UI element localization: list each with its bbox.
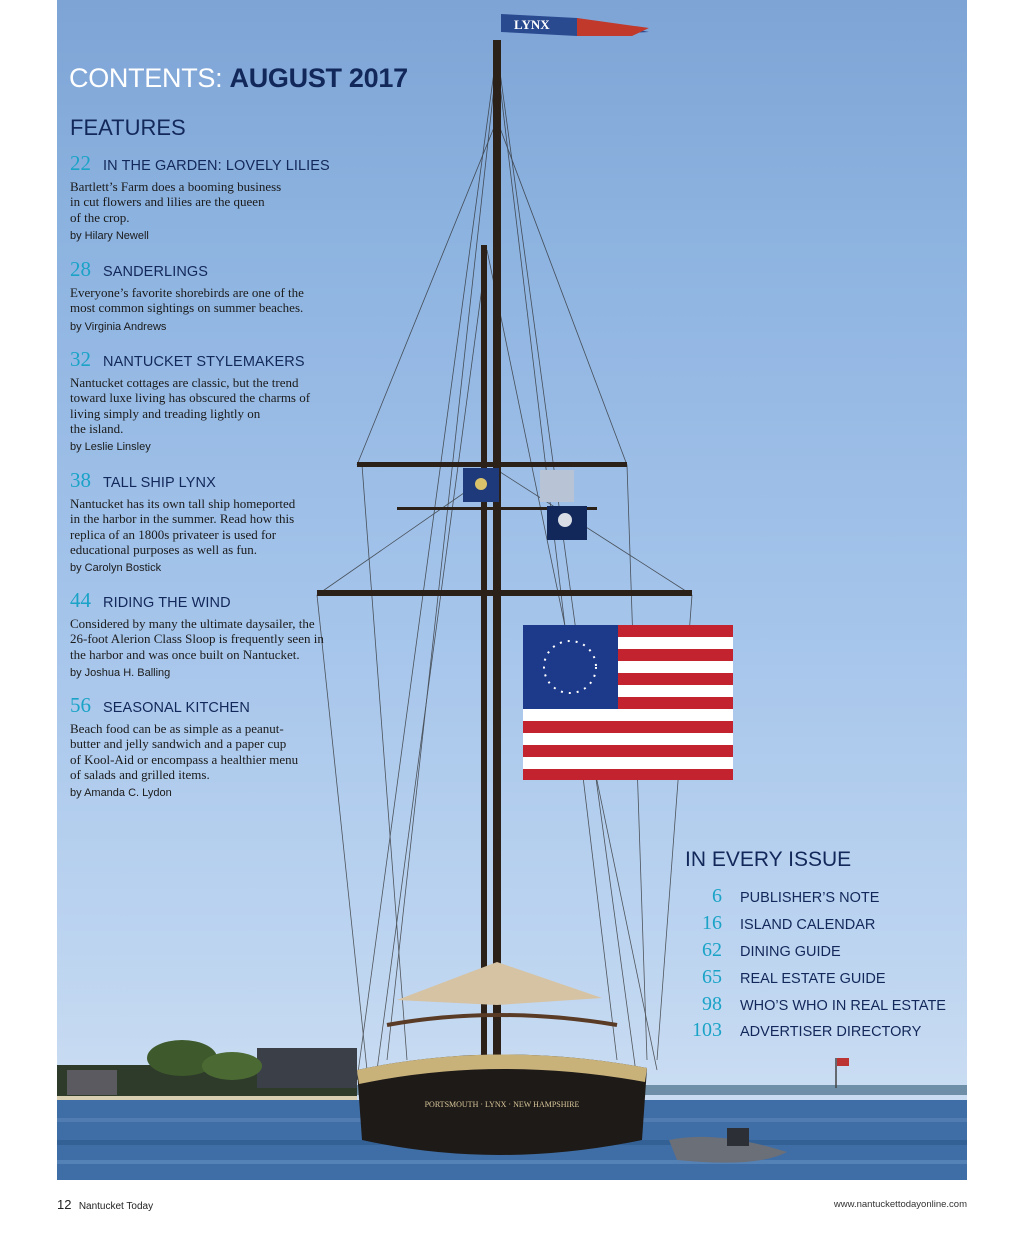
issue-item[interactable] (685, 1019, 965, 1042)
feature-page: 28 (70, 257, 91, 281)
issue-item[interactable] (685, 993, 965, 1016)
contents-title (69, 63, 408, 94)
white-flag (540, 470, 574, 502)
issue-item[interactable] (685, 939, 965, 962)
issue-page: 103 (692, 1019, 722, 1041)
feature-page: 38 (70, 468, 91, 492)
feature-title: SANDERLINGS (103, 264, 209, 280)
feature-item[interactable] (70, 588, 360, 679)
feature-page: 56 (70, 693, 91, 717)
feature-description: Considered by many the ultimate daysailer, the 26-foot Alerion Class Sloop is frequently seen in the harbor and was once built on Nantucket. (70, 616, 324, 662)
deck-rail (387, 1015, 617, 1025)
issue-page: 98 (702, 993, 722, 1015)
feature-description: Beach food can be as simple as a peanut- butter and jelly sandwich and a paper cup of Kool-Aid or encompass a healthier menu of salads and grilled items. (70, 721, 299, 782)
distant-flag (837, 1058, 849, 1066)
issue-month: AUGUST 2017 (229, 63, 408, 93)
feature-title: RIDING THE WIND (103, 595, 231, 611)
issue-item[interactable] (685, 912, 965, 935)
issue-title: ADVERTISER DIRECTORY (740, 1024, 922, 1040)
footer-left (57, 1197, 153, 1212)
main-mast (493, 40, 501, 1070)
features-heading: FEATURES (70, 115, 186, 140)
feature-page: 32 (70, 347, 91, 371)
issue-title: PUBLISHER’S NOTE (740, 890, 880, 906)
issue-page: 16 (702, 912, 722, 934)
feature-title: TALL SHIP LYNX (103, 475, 216, 491)
fore-mast (481, 245, 487, 1065)
feature-byline: by Hilary Newell (70, 229, 149, 242)
feature-item[interactable] (70, 468, 360, 574)
feature-byline: by Joshua H. Balling (70, 666, 171, 679)
footer-page-number: 12 (57, 1197, 72, 1212)
issue-page: 62 (702, 939, 722, 961)
feature-description: Everyone’s favorite shorebirds are one of the most common sightings on summer beaches. (70, 285, 304, 316)
issue-title: DINING GUIDE (740, 944, 841, 960)
feature-description: Bartlett’s Farm does a booming business in cut flowers and lilies are the queen of the crop. (70, 179, 282, 225)
contents-label: CONTENTS: (69, 63, 223, 93)
feature-byline: by Leslie Linsley (70, 441, 151, 454)
issue-item[interactable] (685, 885, 965, 908)
feature-page: 22 (70, 151, 91, 175)
footer-publication: Nantucket Today (78, 1201, 154, 1212)
feature-page: 44 (70, 588, 91, 612)
feature-item[interactable] (70, 257, 360, 333)
issue-page: 6 (712, 885, 722, 907)
every-issue-heading: IN EVERY ISSUE (685, 848, 852, 871)
feature-description: Nantucket has its own tall ship homeported in the harbor in the summer. Read how this replica of an 1800s privateer is used for educational purposes as well as fun. (70, 496, 296, 557)
pennant-text: LYNX (514, 17, 550, 32)
issue-title: REAL ESTATE GUIDE (740, 971, 886, 987)
feature-title: IN THE GARDEN: LOVELY LILIES (103, 158, 330, 174)
issue-page: 65 (702, 966, 722, 988)
feature-item[interactable] (70, 151, 360, 242)
upper-yard (357, 462, 627, 467)
feature-byline: by Amanda C. Lydon (70, 787, 172, 800)
footer-url[interactable]: www.nantuckettodayonline.com (833, 1199, 967, 1210)
feature-item[interactable] (70, 693, 360, 799)
feature-description: Nantucket cottages are classic, but the trend toward luxe living has obscured the charms of living simply and treading lightly on the island. (70, 375, 311, 436)
issue-title: ISLAND CALENDAR (740, 917, 876, 933)
feature-byline: by Carolyn Bostick (70, 562, 162, 575)
feature-title: NANTUCKET STYLEMAKERS (103, 354, 305, 370)
feature-item[interactable] (70, 347, 360, 453)
rigging (317, 50, 692, 1080)
american-flag (523, 625, 733, 780)
stern-text: PORTSMOUTH · LYNX · NEW HAMPSHIRE (424, 1100, 580, 1109)
issue-title: WHO’S WHO IN REAL ESTATE (740, 998, 946, 1014)
lower-yard (317, 590, 692, 596)
issue-item[interactable] (685, 966, 965, 989)
feature-byline: by Virginia Andrews (70, 320, 167, 333)
feature-title: SEASONAL KITCHEN (103, 700, 250, 716)
deck-awning (397, 962, 602, 1005)
